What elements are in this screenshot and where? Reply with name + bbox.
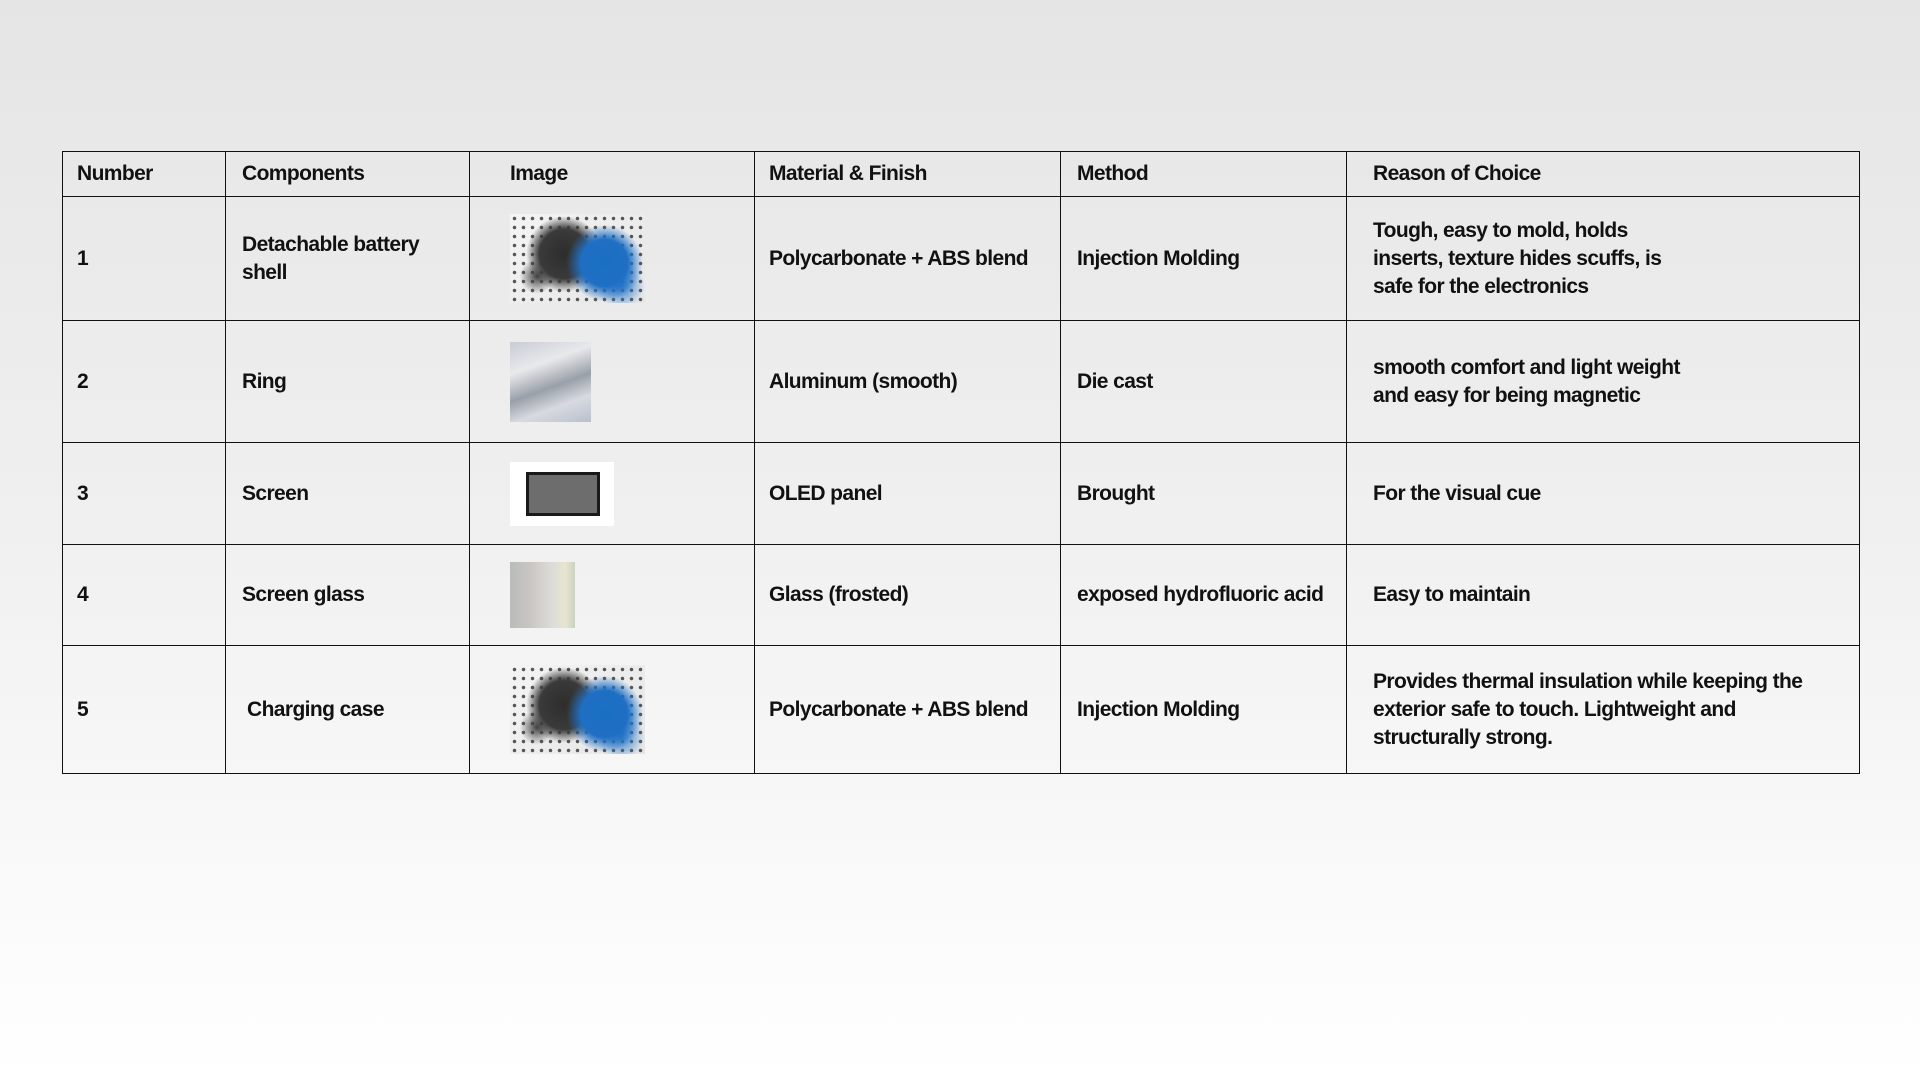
aluminum-ingot-image — [510, 342, 591, 422]
table-row — [63, 197, 1860, 321]
table-row — [63, 545, 1860, 646]
plastic-pellets-image — [510, 665, 645, 754]
cell-method: Injection Molding — [1061, 646, 1347, 774]
cell-method: exposed hydrofluoric acid — [1061, 545, 1347, 646]
table-row — [63, 646, 1860, 774]
cell-component: Screen glass — [226, 545, 470, 646]
header-method: Method — [1061, 152, 1347, 197]
cell-material: Aluminum (smooth) — [755, 321, 1061, 443]
cell-material: Polycarbonate + ABS blend — [755, 197, 1061, 321]
cell-reason: For the visual cue — [1347, 443, 1860, 545]
cell-image — [470, 197, 755, 321]
frosted-glass-image — [510, 562, 575, 628]
cell-reason: smooth comfort and light weight and easy for being magnetic — [1347, 321, 1860, 443]
cell-component: Ring — [226, 321, 470, 443]
header-row — [63, 152, 1860, 197]
cell-reason: Easy to maintain — [1347, 545, 1860, 646]
cell-material: Polycarbonate + ABS blend — [755, 646, 1061, 774]
table-row — [63, 321, 1860, 443]
cell-component: Detachable battery shell — [226, 197, 470, 321]
header-number: Number — [63, 152, 226, 197]
cell-component: Charging case — [226, 646, 470, 774]
cell-method: Injection Molding — [1061, 197, 1347, 321]
oled-panel-image — [510, 462, 614, 526]
cell-method: Brought — [1061, 443, 1347, 545]
table-row — [63, 443, 1860, 545]
cell-number: 4 — [63, 545, 226, 646]
cell-material: OLED panel — [755, 443, 1061, 545]
cell-image — [470, 443, 755, 545]
cell-method: Die cast — [1061, 321, 1347, 443]
screen-rectangle — [526, 472, 600, 516]
cell-reason: Tough, easy to mold, holds inserts, texture hides scuffs, is safe for the electronics — [1347, 197, 1860, 321]
plastic-pellets-image — [510, 214, 645, 303]
cell-number: 2 — [63, 321, 226, 443]
cell-number: 3 — [63, 443, 226, 545]
header-components: Components — [226, 152, 470, 197]
cell-image — [470, 545, 755, 646]
components-table — [62, 151, 1860, 774]
header-material: Material & Finish — [755, 152, 1061, 197]
cell-image — [470, 321, 755, 443]
cell-number: 1 — [63, 197, 226, 321]
cell-image — [470, 646, 755, 774]
header-reason: Reason of Choice — [1347, 152, 1860, 197]
cell-number: 5 — [63, 646, 226, 774]
cell-material: Glass (frosted) — [755, 545, 1061, 646]
cell-reason: Provides thermal insulation while keeping the exterior safe to touch. Lightweight and structurally strong. — [1347, 646, 1860, 774]
header-image: Image — [470, 152, 755, 197]
cell-component: Screen — [226, 443, 470, 545]
